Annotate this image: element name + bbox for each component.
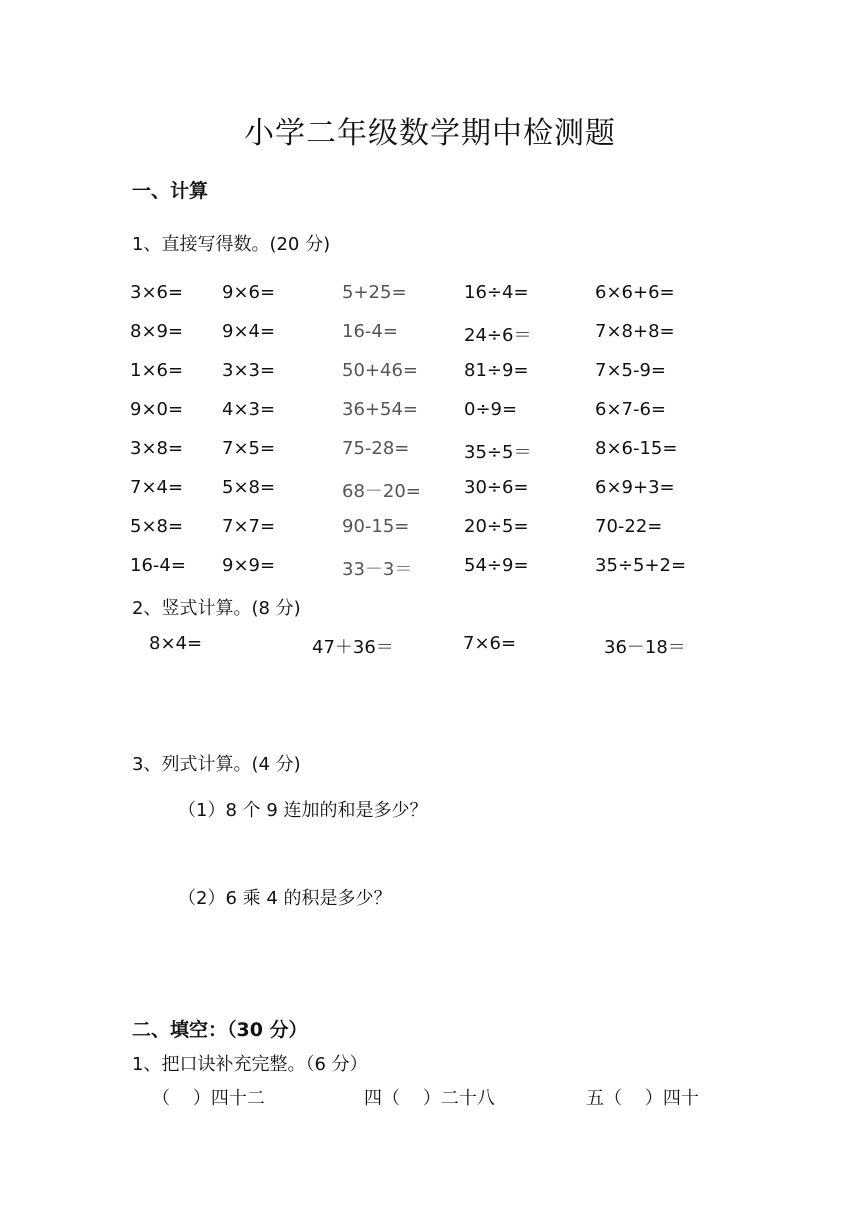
grid-row	[130, 516, 730, 555]
problem: 3×3=	[222, 360, 276, 381]
problem: 3×8=	[130, 438, 184, 459]
problem: 7×4=	[130, 477, 184, 498]
problem: 5×8=	[130, 516, 184, 537]
page-title: 小学二年级数学期中检测题	[244, 116, 616, 151]
problem: 3×6=	[130, 282, 184, 303]
problem: 33－3＝	[342, 559, 413, 580]
fill-blank-item: （ ）四十二	[152, 1088, 265, 1109]
problem: 5+25=	[342, 282, 407, 303]
problem: 16-4=	[130, 555, 186, 576]
fill-blank-item: 四（ ）二十八	[364, 1088, 495, 1109]
problem: 36+54=	[342, 399, 418, 420]
problem: 8×9=	[130, 321, 184, 342]
problem: 24÷6＝	[464, 325, 532, 346]
problem: 5×8=	[222, 477, 276, 498]
word-problem: （1）8 个 9 连加的和是多少？	[178, 800, 428, 821]
problem: 4×3=	[222, 399, 276, 420]
problem: 7×5=	[222, 438, 276, 459]
problem: 16-4=	[342, 321, 398, 342]
grid-row	[130, 438, 730, 477]
question-1-heading: 1、直接写得数。(20 分)	[132, 234, 331, 255]
grid-row	[130, 282, 730, 321]
vertical-problem: 47＋36＝	[312, 637, 394, 658]
problem: 9×0=	[130, 399, 184, 420]
problem: 20÷5=	[464, 516, 529, 537]
problem: 7×5-9=	[595, 360, 667, 381]
problem: 30÷6=	[464, 477, 529, 498]
grid-row	[130, 477, 730, 516]
section-1-heading: 一、计算	[132, 180, 209, 202]
problem: 8×6-15=	[595, 438, 678, 459]
problem: 6×6+6=	[595, 282, 675, 303]
problem: 9×9=	[222, 555, 276, 576]
problem: 9×4=	[222, 321, 276, 342]
grid-row	[130, 399, 730, 438]
problem: 90-15=	[342, 516, 410, 537]
vertical-problem: 36－18＝	[604, 637, 686, 658]
problem: 7×7=	[222, 516, 276, 537]
word-problem: （2）6 乘 4 的积是多少？	[178, 888, 392, 909]
problem: 54÷9=	[464, 555, 529, 576]
problem: 75-28=	[342, 438, 410, 459]
vertical-problem: 7×6=	[463, 633, 517, 654]
problem: 7×8+8=	[595, 321, 675, 342]
fill-blank-item: 五（ ）四十	[586, 1088, 699, 1109]
problem: 68－20=	[342, 481, 421, 502]
problem: 81÷9=	[464, 360, 529, 381]
fill-question-1-heading: 1、把口诀补充完整。（6 分）	[132, 1054, 368, 1075]
problem: 16÷4=	[464, 282, 529, 303]
grid-row	[130, 555, 730, 594]
problem: 35÷5＝	[464, 442, 532, 463]
problem: 35÷5+2=	[595, 555, 687, 576]
vertical-problem: 8×4=	[149, 633, 203, 654]
problem: 50+46=	[342, 360, 418, 381]
problem: 9×6=	[222, 282, 276, 303]
problem: 6×9+3=	[595, 477, 675, 498]
grid-row	[130, 360, 730, 399]
problem: 6×7-6=	[595, 399, 667, 420]
section-2-heading: 二、填空：（30 分）	[132, 1019, 308, 1041]
question-2-heading: 2、竖式计算。(8 分)	[132, 598, 301, 619]
problem: 70-22=	[595, 516, 663, 537]
problem: 1×6=	[130, 360, 184, 381]
grid-row	[130, 321, 730, 360]
mental-math-grid	[130, 282, 730, 594]
problem: 0÷9=	[464, 399, 518, 420]
question-3-heading: 3、列式计算。(4 分)	[132, 754, 301, 775]
